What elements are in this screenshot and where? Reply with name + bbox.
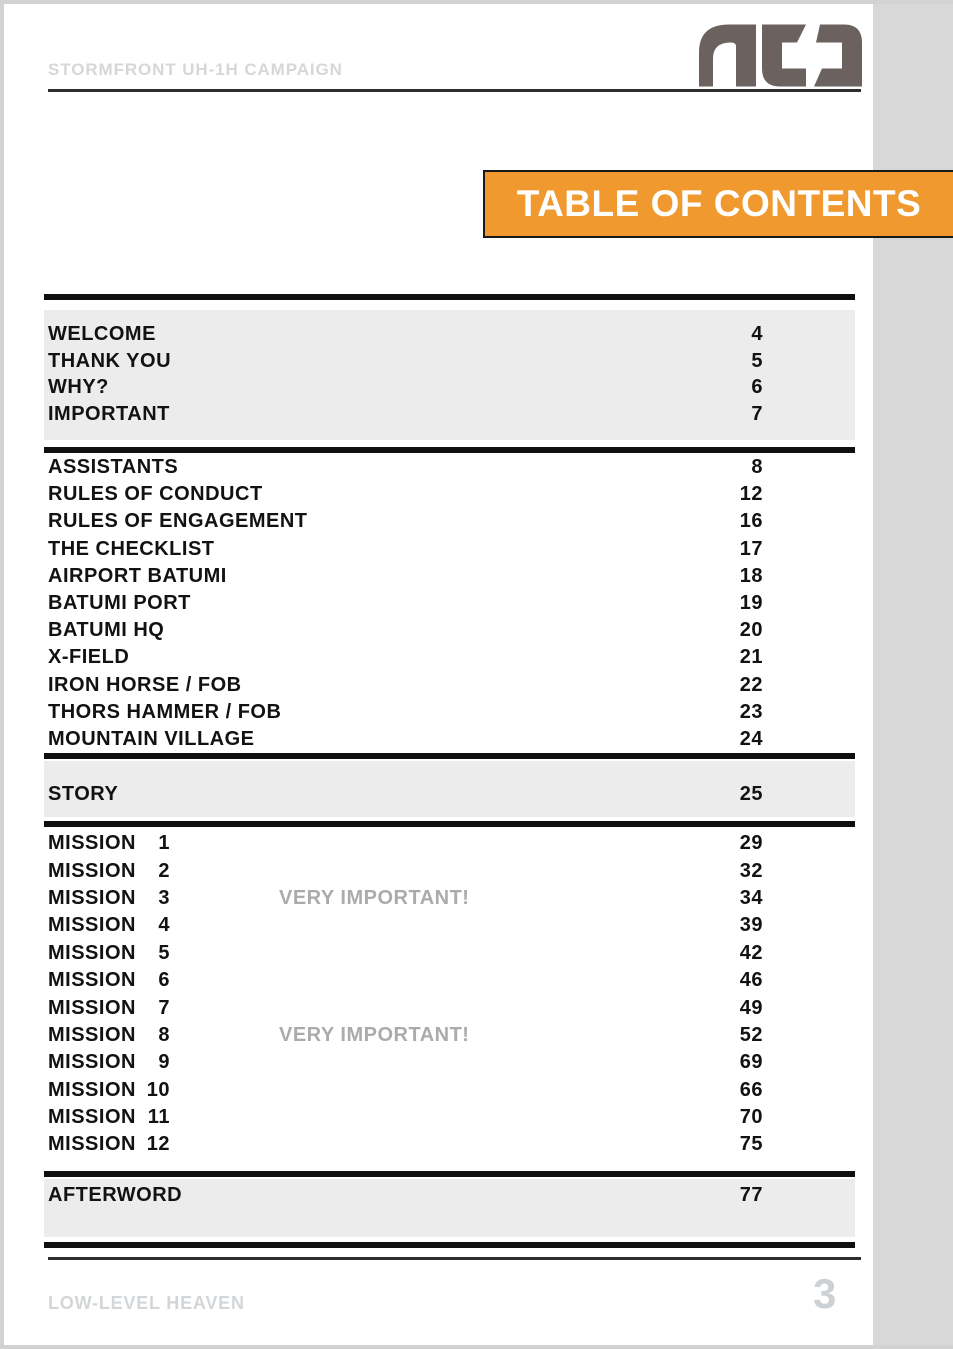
toc-row bbox=[44, 672, 855, 699]
toc-row bbox=[44, 885, 855, 912]
toc-entry-page: 17 bbox=[739, 537, 763, 560]
toc-entry-page: 34 bbox=[739, 886, 763, 909]
toc-entry-page: 39 bbox=[739, 914, 763, 937]
toc-entry-label: MISSION bbox=[48, 914, 136, 937]
toc-row bbox=[44, 967, 855, 994]
toc-entry-page: 46 bbox=[739, 969, 763, 992]
toc-entry-label: MISSION bbox=[48, 1023, 136, 1046]
toc-entry-number: 2 bbox=[158, 859, 170, 882]
toc-entry-page: 8 bbox=[751, 456, 763, 479]
toc-section-basics bbox=[44, 454, 855, 753]
toc-banner bbox=[483, 170, 953, 238]
toc-row bbox=[44, 321, 855, 348]
toc-entry-number: 7 bbox=[158, 996, 170, 1019]
toc-row bbox=[44, 563, 855, 590]
toc-entry-number: 1 bbox=[158, 832, 170, 855]
toc-entry-page: 77 bbox=[739, 1184, 763, 1206]
toc-entry-page: 12 bbox=[739, 483, 763, 506]
toc-entry-page: 75 bbox=[739, 1133, 763, 1156]
footer-rule bbox=[48, 1257, 861, 1260]
toc-entry-label: THE CHECKLIST bbox=[48, 537, 215, 560]
toc-entry-label: MOUNTAIN VILLAGE bbox=[48, 727, 255, 750]
toc-entry-label: MISSION bbox=[48, 886, 136, 909]
toc-entry-page: 32 bbox=[739, 859, 763, 882]
page-edge-left bbox=[0, 0, 4, 1349]
toc-entry-page: 23 bbox=[739, 700, 763, 723]
section-divider-rule bbox=[44, 294, 855, 300]
toc-entry-number: 5 bbox=[158, 941, 170, 964]
toc-section-front bbox=[44, 310, 855, 440]
toc-row bbox=[44, 454, 855, 481]
toc-section-missions bbox=[44, 830, 855, 1159]
toc-entry-label: ASSISTANTS bbox=[48, 456, 179, 479]
toc-entry-number: 8 bbox=[158, 1023, 170, 1046]
toc-entry-label: IMPORTANT bbox=[48, 402, 170, 425]
toc-entry-label: MISSION bbox=[48, 969, 136, 992]
toc-entry-label: AIRPORT BATUMI bbox=[48, 564, 227, 587]
toc-row bbox=[44, 536, 855, 563]
toc-row bbox=[44, 726, 855, 753]
toc-entry-label: AFTERWORD bbox=[48, 1184, 183, 1206]
toc-entry-page: 70 bbox=[739, 1106, 763, 1129]
toc-entry-label: STORY bbox=[48, 782, 119, 805]
toc-entry-page: 29 bbox=[739, 832, 763, 855]
toc-entry-label: RULES OF ENGAGEMENT bbox=[48, 510, 308, 533]
toc-entry-label: WHY? bbox=[48, 376, 109, 399]
toc-entry-label: IRON HORSE / FOB bbox=[48, 673, 242, 696]
toc-row bbox=[44, 1131, 855, 1158]
page-edge-top bbox=[0, 0, 953, 4]
toc-entry-label: MISSION bbox=[48, 1106, 136, 1129]
toc-entry-number: 4 bbox=[158, 914, 170, 937]
toc-row bbox=[44, 1077, 855, 1104]
toc-banner-title: TABLE OF CONTENTS bbox=[516, 183, 922, 224]
toc-entry-page: 22 bbox=[739, 673, 763, 696]
toc-entry-label: MISSION bbox=[48, 1078, 136, 1101]
dcs-logo-icon bbox=[699, 24, 862, 87]
toc-row bbox=[44, 374, 855, 401]
toc-row bbox=[44, 830, 855, 857]
toc-entry-label: WELCOME bbox=[48, 322, 156, 345]
toc-entry-note: VERY IMPORTANT! bbox=[279, 886, 470, 909]
toc-entry-page: 25 bbox=[739, 782, 763, 805]
toc-row bbox=[44, 994, 855, 1021]
toc-entry-page: 6 bbox=[751, 376, 763, 399]
toc-row bbox=[44, 1049, 855, 1076]
toc-entry-number: 9 bbox=[158, 1051, 170, 1074]
toc-row bbox=[44, 590, 855, 617]
section-divider-rule bbox=[44, 447, 855, 453]
toc-entry-number: 12 bbox=[146, 1133, 170, 1156]
toc-section-afterword bbox=[44, 1179, 855, 1237]
toc-entry-label: MISSION bbox=[48, 1051, 136, 1074]
toc-row bbox=[44, 912, 855, 939]
toc-entry-label: MISSION bbox=[48, 1133, 136, 1156]
toc-entry-label: MISSION bbox=[48, 941, 136, 964]
toc-row bbox=[44, 401, 855, 428]
toc-entry-label: X-FIELD bbox=[48, 646, 130, 669]
toc-row bbox=[44, 348, 855, 375]
toc-row bbox=[44, 508, 855, 535]
toc-entry-label: MISSION bbox=[48, 859, 136, 882]
toc-row bbox=[44, 481, 855, 508]
toc-row bbox=[44, 644, 855, 671]
footer-page-number: 3 bbox=[813, 1270, 837, 1317]
toc-row bbox=[44, 1182, 855, 1209]
toc-entry-page: 20 bbox=[739, 619, 763, 642]
toc-entry-label: THANK YOU bbox=[48, 349, 172, 372]
toc-section-story bbox=[44, 761, 855, 817]
page-edge-bottom bbox=[0, 1345, 953, 1349]
toc-entry-number: 3 bbox=[158, 886, 170, 909]
toc-entry-label: BATUMI PORT bbox=[48, 592, 191, 615]
section-divider-rule bbox=[44, 753, 855, 759]
toc-entry-page: 7 bbox=[751, 402, 763, 425]
toc-entry-number: 11 bbox=[147, 1106, 170, 1129]
toc-entry-label: RULES OF CONDUCT bbox=[48, 483, 263, 506]
toc-row bbox=[44, 1022, 855, 1049]
toc-row bbox=[44, 940, 855, 967]
toc-entry-page: 42 bbox=[739, 941, 763, 964]
toc-row bbox=[44, 1104, 855, 1131]
toc-row bbox=[44, 699, 855, 726]
section-divider-rule bbox=[44, 1171, 855, 1177]
toc-entry-page: 24 bbox=[739, 727, 763, 750]
toc-entry-page: 49 bbox=[739, 996, 763, 1019]
toc-row bbox=[44, 857, 855, 884]
toc-entry-page: 21 bbox=[739, 646, 763, 669]
toc-entry-page: 52 bbox=[739, 1023, 763, 1046]
toc-entry-page: 19 bbox=[739, 592, 763, 615]
section-divider-rule bbox=[44, 1242, 855, 1248]
header-rule bbox=[48, 89, 861, 92]
toc-entry-page: 5 bbox=[751, 349, 763, 372]
toc-entry-label: BATUMI HQ bbox=[48, 619, 165, 642]
toc-entry-label: MISSION bbox=[48, 832, 136, 855]
toc-entry-page: 69 bbox=[739, 1051, 763, 1074]
doc-header-title: STORMFRONT UH-1H CAMPAIGN bbox=[48, 60, 343, 79]
toc-entry-page: 4 bbox=[751, 322, 763, 345]
toc-entry-page: 18 bbox=[739, 564, 763, 587]
toc-row bbox=[44, 771, 855, 817]
toc-entry-label: MISSION bbox=[48, 996, 136, 1019]
section-divider-rule bbox=[44, 821, 855, 827]
toc-row bbox=[44, 617, 855, 644]
toc-entry-page: 16 bbox=[739, 510, 763, 533]
toc-entry-page: 66 bbox=[739, 1078, 763, 1101]
toc-entry-number: 10 bbox=[146, 1078, 170, 1101]
toc-entry-note: VERY IMPORTANT! bbox=[279, 1023, 470, 1046]
footer-campaign-name: LOW-LEVEL HEAVEN bbox=[48, 1293, 245, 1313]
toc-entry-label: THORS HAMMER / FOB bbox=[48, 700, 282, 723]
toc-entry-number: 6 bbox=[158, 969, 170, 992]
